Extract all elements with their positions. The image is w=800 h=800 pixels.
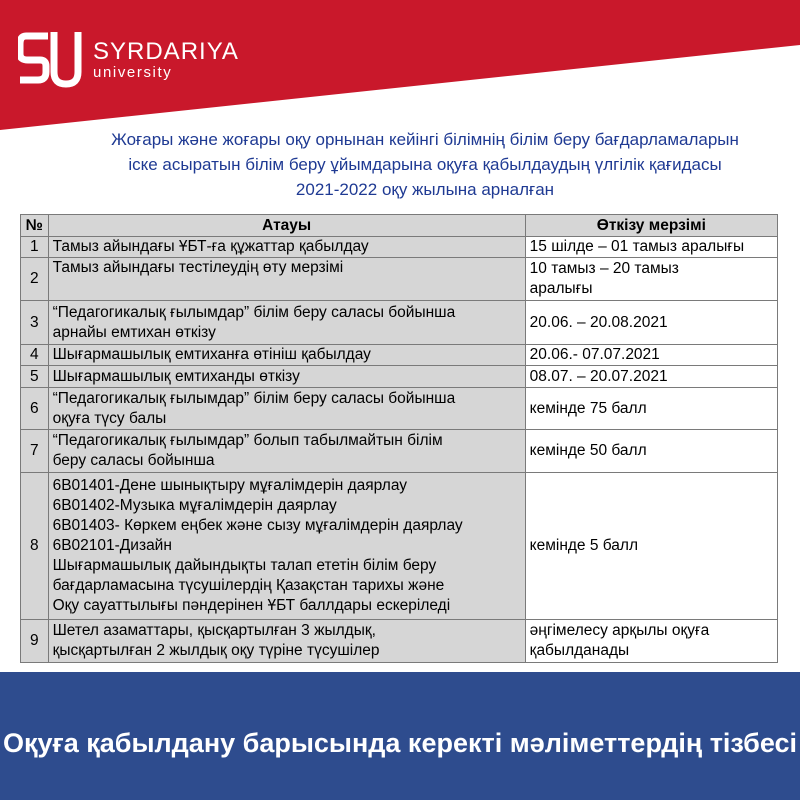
row-name-line: Шығармашылық емтиханға өтініш қабылдау (52, 346, 371, 363)
row-name-line: “Педагогикалық ғылымдар” білім беру саласы бойынша (52, 303, 456, 321)
row-period (525, 237, 777, 258)
table-row (21, 366, 778, 388)
row-period-line: кемінде 50 балл (529, 442, 647, 459)
row-name (48, 237, 525, 258)
row-name (48, 620, 525, 663)
row-name (48, 345, 525, 366)
row-period-line: әңгімелесу арқылы оқуға (529, 622, 710, 639)
row-name-line: оқуға түсу балы (52, 409, 167, 427)
row-period-line: кемінде 5 балл (529, 537, 639, 554)
row-name (48, 366, 525, 388)
row-period (525, 258, 777, 301)
row-number: 4 (21, 345, 49, 366)
row-name-line: 6В01402-Музыка мұғалімдерін даярлау (52, 497, 337, 514)
row-period-line: 15 шілде – 01 тамыз аралығы (529, 238, 745, 255)
table-row (21, 473, 778, 620)
row-period-line: аралығы (529, 280, 593, 297)
row-name (48, 301, 525, 345)
brand-name: SYRDARIYA (93, 38, 239, 65)
row-name (48, 388, 525, 430)
row-number: 1 (21, 237, 49, 258)
row-number: 7 (21, 430, 49, 473)
row-period (525, 430, 777, 473)
table-header-row (21, 215, 778, 237)
page-title (50, 127, 800, 202)
row-period-line: 08.07. – 20.07.2021 (529, 367, 668, 385)
row-name-line: Тамыз айындағы тестілеудің өту мерзімі (52, 259, 344, 276)
row-number: 8 (21, 473, 49, 620)
row-period-line: 20.06.- 07.07.2021 (529, 346, 660, 363)
row-period (525, 301, 777, 345)
row-name-line: Шетел азаматтары, қысқартылған 3 жылдық, (52, 622, 376, 639)
row-name-line: беру саласы бойынша (52, 452, 215, 469)
row-period-line: қабылданады (529, 642, 630, 659)
table-row (21, 258, 778, 301)
row-name-line: “Педагогикалық ғылымдар” болып табылмайтын білім (52, 432, 443, 449)
row-period (525, 473, 777, 620)
row-period (525, 388, 777, 430)
row-name (48, 430, 525, 473)
footer-title: Оқуға қабылдану барысында керекті мәліметтердің тізбесі (2, 728, 798, 758)
row-number: 6 (21, 388, 49, 430)
table-row (21, 301, 778, 345)
row-period-line: кемінде 75 балл (529, 399, 647, 417)
header-period: Өткізу мерзімі (525, 215, 777, 237)
row-name-line: Оқу сауаттылығы пәндерінен ҰБТ баллдары ескеріледі (52, 597, 451, 614)
table-row (21, 237, 778, 258)
row-name-line: 6В01401-Дене шынықтыру мұғалімдерін даярлау (52, 477, 408, 494)
row-name-line: Тамыз айындағы ҰБТ-ға құжаттар қабылдау (52, 238, 369, 255)
row-name (48, 473, 525, 620)
title-line-1: Жоғары және жоғары оқу орнынан кейінгі білімнің білім беру бағдарламаларын (111, 130, 739, 149)
header-num: № (21, 215, 49, 237)
row-number: 3 (21, 301, 49, 345)
logo-su-mark-icon (18, 28, 82, 90)
header-name: Атауы (48, 215, 525, 237)
table-row (21, 345, 778, 366)
row-number: 9 (21, 620, 49, 663)
row-name-line: Шығармашылық емтиханды өткізу (52, 367, 300, 385)
row-name-line: арнайы емтихан өткізу (52, 323, 216, 341)
table-row (21, 430, 778, 473)
row-number: 5 (21, 366, 49, 388)
table-row (21, 388, 778, 430)
university-logo (18, 28, 238, 98)
row-name-line: 6В01403- Көркем еңбек және сызу мұғалімдерін даярлау (52, 517, 463, 534)
row-period-line: 20.06. – 20.08.2021 (529, 313, 668, 331)
row-name-line: Шығармашылық дайындықты талап ететін білім беру (52, 557, 437, 574)
admission-schedule-table (20, 214, 778, 663)
title-line-2: іске асыратын білім беру ұйымдарына оқуға қабылдаудың үлгілік қағидасы (128, 155, 722, 174)
row-period (525, 366, 777, 388)
row-period (525, 620, 777, 663)
row-name (48, 258, 525, 301)
row-name-line: 6В02101-Дизайн (52, 537, 172, 554)
row-name-line: “Педагогикалық ғылымдар” білім беру саласы бойынша (52, 389, 456, 407)
title-line-3: 2021-2022 оқу жылына арналған (295, 180, 555, 199)
row-name-line: қысқартылған 2 жылдық оқу түріне түсушілер (52, 642, 380, 659)
row-number: 2 (21, 258, 49, 301)
table-row (21, 620, 778, 663)
row-period-line: 10 тамыз – 20 тамыз (529, 260, 679, 277)
brand-subtitle: university (93, 64, 173, 81)
row-name-line: бағдарламасына түсушілердің Қазақстан тарихы және (52, 577, 445, 594)
row-period (525, 345, 777, 366)
